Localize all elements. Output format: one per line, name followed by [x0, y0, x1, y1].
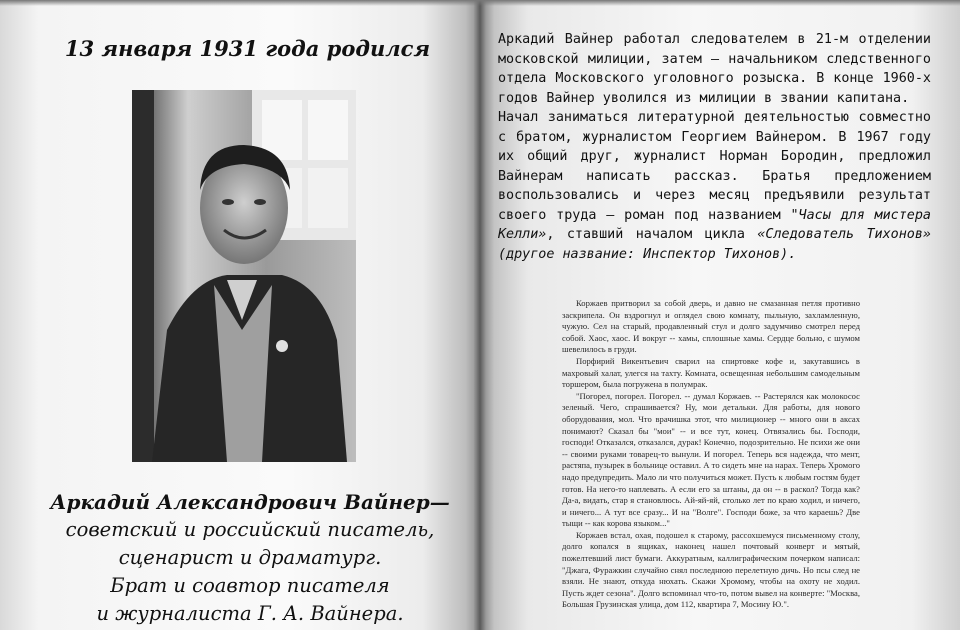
excerpt-paragraph: Порфирий Викентьевич сварил на спиртовке кофе и, закутавшись в махровый халат, улегся на тахту. Комната, освещенная небольшим самодельным торшером, была погружена в полумрак. — [562, 355, 860, 390]
author-portrait — [132, 90, 356, 462]
novel-title: "Часы для мистера Келли» — [498, 207, 931, 242]
excerpt-paragraph: Коржаев притворил за собой дверь, и давно не смазанная петля противно заскрипела. Он вздрогнул и оглядел свою комнату, пыльную, захламленную, чужую. Сел на старый, продавленный стул и долго задумчиво смотрел перед собой. Хаос, хаос. И вокруг -- хамы, сплошные хамы. Сердце больно, с шумом шевелилось в груди. — [562, 298, 860, 355]
caption-line: советский и российский писатель, — [65, 518, 435, 541]
caption-line: и журналиста Г. А. Вайнера. — [96, 602, 404, 625]
excerpt-paragraph: Коржаев встал, охая, подошел к старому, рассохшемуся письменному столу, долго копался в ящиках, наконец нашел почтовый конверт и мятый, пожелтевший лист бумаги. Аккуратным, каллиграфическим почерком написал: "Джага, Фуражкин случайно снял последнюю перелетную дичь. Но псы след не взяли. Не знают, откуда нюхать. Скажи Хромому, чтобы на охоту не ходил. Пусть ждет сезона". Долго вспоминал что-то, потом вывел на конверте: "Москва, Большая Грузинская улица, дом 112, квартира 7, Мосину Ю.". — [562, 529, 860, 610]
bio-text: , ставший началом цикла — [546, 227, 758, 242]
caption-line: Брат и соавтор писателя — [110, 574, 390, 597]
series-title: «Следователь Тихонов» (другое название: Инспектор Тихонов). — [498, 227, 931, 262]
bio-text: Начал заниматься литературной деятельностью совместно с братом, журналистом Георгием Вайнером. В 1967 году их общий друг, журналист Норман Бородин, предложил Вайнерам написать рассказ. Братья предложением воспользовались и через месяц предъявили результат своего труда — роман под названием — [498, 110, 931, 223]
biography-text — [498, 30, 931, 264]
caption-line: сценарист и драматург. — [118, 546, 382, 569]
bio-paragraph: Аркадий Вайнер работал следователем в 21-м отделении московской милиции, затем — начальником следственного отдела Московского уголовного розыска. В конце 1960-х годов Вайнер уволился из милиции в звании капитана. — [498, 32, 931, 106]
page-edge-shadow — [0, 0, 960, 6]
page-title: 13 января 1931 года родился — [64, 36, 431, 61]
bio-paragraph — [498, 108, 931, 264]
excerpt-paragraph: "Погорел, погорел. Погорел. -- думал Коржаев. -- Растерялся как молокосос зеленый. Чего, спрашивается? Ну, мои детальки. Для работы, для нового оборудования, мол. Что врачишка этот, что милиционер -- много они в аксах понимают? Сказал бы "мои" -- и все тут, конец. Отвязались бы. Господи, господи! Отказался, отказался, дурак! Конечно, подозрительно. Не психи же они -- своими руками товарец-то вынули. И погорел. Теперь вся надежда, что мент, растяпа, пузырек в больнице оставил. А то сидеть мне на нарах. Теперь Хромого надо предупредить. Мало ли что получиться может. Пусть к любым гостям будет готов. На него-то наплевать. А если его за штаны, да он -- в раскол? Тогда как? Да-а, видать, стар я становлюсь. Ай-яй-яй, столько лет по краю ходил, и ничего, и ничего... А тут все сразу... И на "Волге". Господи боже, за что караешь? Две тыщи -- как корова языком..." — [562, 390, 860, 529]
author-caption — [30, 488, 470, 628]
author-name: Аркадий Александрович Вайнер— — [50, 490, 450, 514]
book-spine — [474, 0, 486, 630]
book-excerpt — [562, 298, 860, 630]
